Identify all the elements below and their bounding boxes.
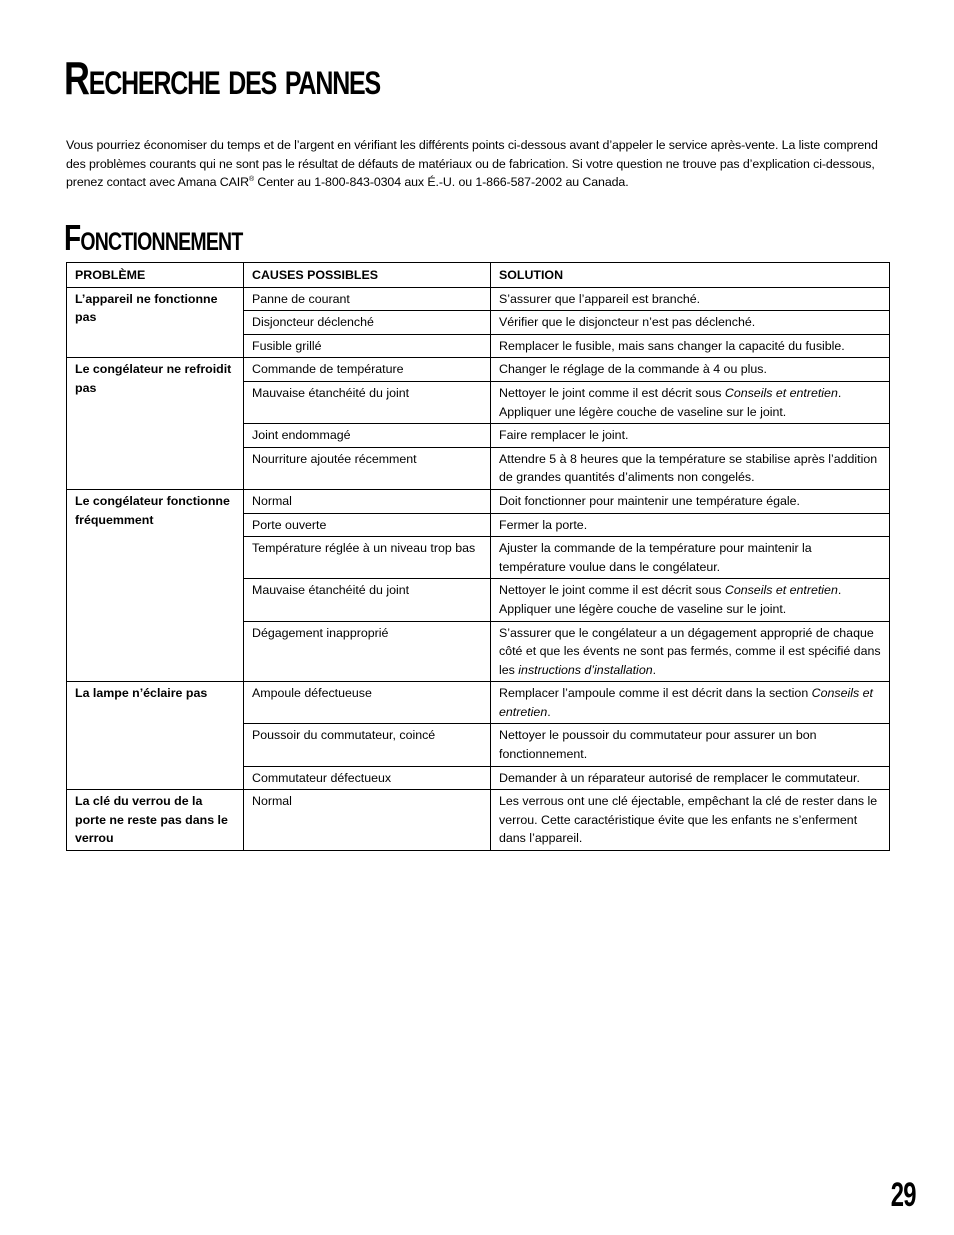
troubleshooting-table <box>66 262 890 851</box>
solution-text: Nettoyer le joint comme il est décrit sous <box>499 583 725 598</box>
problem-cell: L’appareil ne fonctionne pas <box>67 287 244 358</box>
table-row <box>67 287 890 311</box>
solution-cell: S’assurer que l’appareil est branché. <box>491 287 890 311</box>
solution-emphasis: Conseils et entretien <box>724 385 838 400</box>
solution-cell: Vérifier que le disjoncteur n’est pas déclenché. <box>491 311 890 335</box>
table-header-row <box>67 263 890 288</box>
cause-cell: Poussoir du commutateur, coincé <box>244 724 491 766</box>
cause-cell: Disjoncteur déclenché <box>244 311 491 335</box>
solution-text-end: . <box>652 662 657 677</box>
cause-cell: Mauvaise étanchéité du joint <box>244 381 491 423</box>
problem-cell: La clé du verrou de la porte ne reste pas dans le verrou <box>67 790 244 851</box>
cause-cell: Joint endommagé <box>244 424 491 448</box>
solution-cell: Attendre 5 à 8 heures que la température se stabilise après l’addition de grandes quantités d’aliments non congelés. <box>491 447 890 489</box>
intro-text-end: Center au 1-800-843-0304 aux É.-U. ou 1-866-587-2002 au Canada. <box>254 175 629 190</box>
solution-cell: Fermer la porte. <box>491 513 890 537</box>
solution-emphasis: Conseils et entretien <box>724 583 838 598</box>
solution-text: S’assurer que le congélateur a un dégagement approprié de chaque côté et que les évents ne sont pas fermés, comme il est spécifié dans les <box>499 625 881 677</box>
cause-cell: Commutateur défectueux <box>244 766 491 790</box>
problem-cell: La lampe n’éclaire pas <box>67 682 244 790</box>
cause-cell: Normal <box>244 790 491 851</box>
problem-cell: Le congélateur fonctionne fréquemment <box>67 489 244 681</box>
cause-cell: Mauvaise étanchéité du joint <box>244 579 491 621</box>
solution-cell <box>491 621 890 682</box>
cause-cell: Normal <box>244 489 491 513</box>
intro-paragraph <box>66 136 896 192</box>
cause-cell: Dégagement inapproprié <box>244 621 491 682</box>
solution-text: Nettoyer le joint comme il est décrit sous <box>499 385 725 400</box>
column-header-solution: SOLUTION <box>491 263 890 288</box>
solution-text-end: . Appliquer une légère couche de vaseline sur le joint. <box>499 583 842 616</box>
solution-cell: Ajuster la commande de la température pour maintenir la température voulue dans le congélateur. <box>491 537 890 579</box>
cause-cell: Température réglée à un niveau trop bas <box>244 537 491 579</box>
solution-text-end: . <box>547 704 551 719</box>
solution-cell <box>491 381 890 423</box>
intro-text: Vous pourriez économiser du temps et de l’argent en vérifiant les différents points ci-dessous avant d’appeler le service après-vente. La liste comprend des problèmes courants qui ne sont pas le résultat de défauts de matériaux ou de fabrication. Si votre question ne trouve pas d’explication ci-dessous, prenez contact avec Amana CAIR <box>66 138 878 190</box>
cause-cell: Fusible grillé <box>244 334 491 358</box>
table-row <box>67 358 890 382</box>
column-header-causes: CAUSES POSSIBLES <box>244 263 491 288</box>
solution-cell <box>491 579 890 621</box>
column-header-problem: PROBLÈME <box>67 263 244 288</box>
cause-cell: Ampoule défectueuse <box>244 682 491 724</box>
table-row <box>67 489 890 513</box>
cause-cell: Porte ouverte <box>244 513 491 537</box>
page-number: 29 <box>890 1176 916 1214</box>
solution-emphasis: Conseils et entretien <box>499 686 873 719</box>
solution-cell <box>491 682 890 724</box>
solution-cell: Doit fonctionner pour maintenir une température égale. <box>491 489 890 513</box>
solution-text-end: . Appliquer une légère couche de vaseline sur le joint. <box>499 385 842 419</box>
solution-emphasis: instructions d’installation <box>518 662 653 677</box>
section-title: Fonctionnement <box>64 217 243 258</box>
table-row <box>67 790 890 851</box>
table-row <box>67 682 890 724</box>
cause-cell: Nourriture ajoutée récemment <box>244 447 491 489</box>
solution-cell: Remplacer le fusible, mais sans changer la capacité du fusible. <box>491 334 890 358</box>
problem-cell: Le congélateur ne refroidit pas <box>67 358 244 490</box>
solution-cell: Changer le réglage de la commande à 4 ou plus. <box>491 358 890 382</box>
cause-cell: Panne de courant <box>244 287 491 311</box>
solution-cell: Nettoyer le poussoir du commutateur pour assurer un bon fonctionnement. <box>491 724 890 766</box>
registered-mark: ® <box>248 176 255 184</box>
solution-cell: Les verrous ont une clé éjectable, empêchant la clé de rester dans le verrou. Cette caractéristique évite que les enfants ne s’enferment dans l’appareil. <box>491 790 890 851</box>
solution-cell: Demander à un réparateur autorisé de remplacer le commutateur. <box>491 766 890 790</box>
solution-cell: Faire remplacer le joint. <box>491 424 890 448</box>
page-title: Recherche des pannes <box>64 52 381 104</box>
solution-text: Remplacer l’ampoule comme il est décrit dans la section <box>499 686 812 701</box>
cause-cell: Commande de température <box>244 358 491 382</box>
